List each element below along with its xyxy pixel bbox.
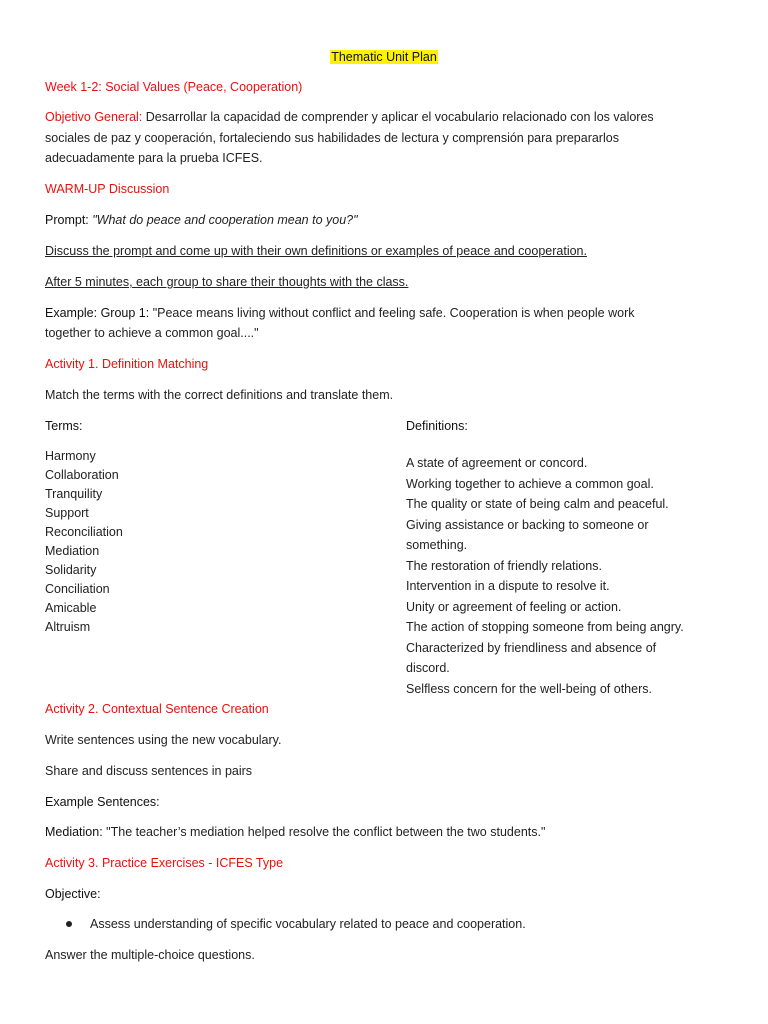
prompt-label: Prompt: <box>45 213 89 227</box>
activity2-instruction-2: Share and discuss sentences in pairs <box>45 764 253 778</box>
bullet-icon <box>66 921 72 927</box>
activity2-heading: Activity 2. Contextual Sentence Creation <box>45 702 269 716</box>
prompt-text: "What do peace and cooperation mean to you?" <box>92 213 358 227</box>
activity3-instruction: Answer the multiple-choice questions. <box>45 948 255 962</box>
document-title <box>0 47 768 67</box>
objective-line-3: adecuadamente para la prueba ICFES. <box>45 151 263 165</box>
definition-item: A state of agreement or concord. <box>406 456 588 470</box>
objective-line-2: sociales de paz y cooperación, fortaleciendo sus habilidades de lectura y comprensión para prepararlos <box>45 131 619 145</box>
example-text-1: "Peace means living without conflict and feeling safe. Cooperation is when people work <box>152 306 635 320</box>
mediation-label: Mediation: <box>45 825 103 839</box>
mediation-example <box>45 822 545 842</box>
activity2-instruction-1: Write sentences using the new vocabulary. <box>45 733 282 747</box>
objective-label: Objetivo General: <box>45 110 143 124</box>
activity1-instruction: Match the terms with the correct definitions and translate them. <box>45 388 394 402</box>
term-item: Amicable <box>45 601 97 615</box>
term-item: Reconciliation <box>45 525 123 539</box>
term-item: Conciliation <box>45 582 110 596</box>
definition-item: something. <box>406 538 468 552</box>
activity1-heading: Activity 1. Definition Matching <box>45 357 209 371</box>
definitions-label: Definitions: <box>406 419 468 433</box>
bullet-text: Assess understanding of specific vocabulary related to peace and cooperation. <box>90 917 526 931</box>
example-label: Example: Group 1: <box>45 306 150 320</box>
prompt-line <box>45 210 358 230</box>
definition-item: Giving assistance or backing to someone or <box>406 517 649 532</box>
definition-item: Characterized by friendliness and absence of <box>406 640 657 655</box>
term-item: Collaboration <box>45 468 119 482</box>
objective-line-1 <box>45 107 654 127</box>
term-item: Solidarity <box>45 563 97 577</box>
term-item: Tranquility <box>45 487 103 501</box>
definition-item: The quality or state of being calm and peaceful. <box>406 497 669 511</box>
definition-item: Intervention in a dispute to resolve it. <box>406 579 610 593</box>
warmup-instruction-2: After 5 minutes, each group to share their thoughts with the class. <box>45 275 409 289</box>
term-item: Support <box>45 506 89 520</box>
definition-item: Selfless concern for the well-being of others. <box>406 681 652 696</box>
definition-item: discord. <box>406 661 450 675</box>
example-line-1 <box>45 303 635 323</box>
terms-list <box>45 447 123 637</box>
example-sentences-label: Example Sentences: <box>45 795 160 809</box>
term-item: Harmony <box>45 449 96 463</box>
example-line-2: together to achieve a common goal...." <box>45 326 259 340</box>
objective-heading: Objective: <box>45 887 101 901</box>
document-title-text: Thematic Unit Plan <box>331 50 437 64</box>
activity3-heading: Activity 3. Practice Exercises - ICFES Type <box>45 856 284 870</box>
term-item: Mediation <box>45 544 100 558</box>
definition-item: The restoration of friendly relations. <box>406 558 602 573</box>
terms-label: Terms: <box>45 419 83 433</box>
mediation-text: "The teacher’s mediation helped resolve the conflict between the two students." <box>106 825 546 839</box>
warmup-heading: WARM-UP Discussion <box>45 182 170 196</box>
definition-item: Working together to achieve a common goal. <box>406 476 654 491</box>
term-item: Altruism <box>45 620 91 634</box>
objective-text-1: Desarrollar la capacidad de comprender y aplicar el vocabulario relacionado con los valores <box>145 110 654 124</box>
definition-item: The action of stopping someone from being angry. <box>406 620 684 634</box>
week-heading: Week 1-2: Social Values (Peace, Cooperation) <box>45 80 303 94</box>
warmup-instruction-1: Discuss the prompt and come up with their own definitions or examples of peace and cooperation. <box>45 244 587 258</box>
definition-item: Unity or agreement of feeling or action. <box>406 599 622 614</box>
definitions-list <box>406 453 684 699</box>
